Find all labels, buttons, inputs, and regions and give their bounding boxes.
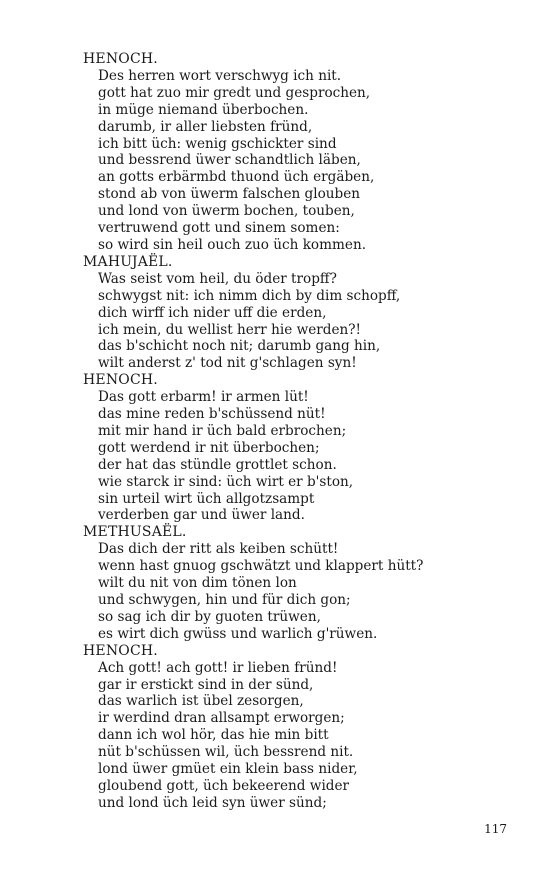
verse-line: der hat das stündle grottlet schon. — [98, 456, 337, 473]
verse-line: und lond von üwerm bochen, touben, — [98, 203, 355, 220]
verse-line: Was seist vom heil, du öder tropff? — [98, 270, 337, 287]
verse-line: und bessrend üwer schandtlich läben, — [98, 152, 361, 169]
speaker-name: HENOCH. — [83, 642, 158, 659]
verse-line: das mine reden b'schüssend nüt! — [98, 406, 326, 423]
verse-line: ich bitt üch: wenig gschickter sind — [98, 135, 337, 152]
speaker-name: MAHUJAËL. — [83, 253, 173, 270]
verse-line: lond üwer gmüet ein klein bass nider, — [98, 761, 358, 778]
verse-line: das warlich ist übel zesorgen, — [98, 693, 304, 710]
speaker-name: HENOCH. — [83, 372, 158, 389]
page-number: 117 — [484, 822, 507, 836]
verse-line: dich wirff ich nider uff die erden, — [98, 304, 327, 321]
verse-line: gar ir erstickt sind in der sünd, — [98, 676, 314, 693]
verse-line: gott hat zuo mir gredt und gesprochen, — [98, 84, 371, 101]
verse-line: in müge niemand überbochen. — [98, 101, 309, 118]
verse-line: und schwygen, hin und für dich gon; — [98, 592, 351, 608]
verse-line: Das gott erbarm! ir armen lüt! — [98, 389, 309, 406]
verse-line: so wird sin heil ouch zuo üch kommen. — [98, 236, 367, 253]
verse-line: gott werdend ir nit überbochen; — [98, 439, 320, 456]
verse-line: dann ich wol hör, das hie min bitt — [98, 727, 329, 744]
verse-line: vertruwend gott und sinem somen: — [98, 220, 340, 237]
verse-line: verderben gar und üwer land. — [98, 507, 305, 524]
speaker-name: METHUSAËL. — [83, 524, 187, 541]
verse-line: wenn hast gnuog gschwätzt und klappert hütt? — [98, 558, 424, 575]
speaker-name: HENOCH. — [83, 51, 158, 67]
verse-line: darumb, ir aller liebsten fründ, — [98, 118, 313, 135]
verse-line: das b'schicht noch nit; darumb gang hin, — [98, 338, 381, 355]
verse-line: ich mein, du wellist herr hie werden?! — [98, 321, 361, 338]
verse-line: ir werdind dran allsampt erworgen; — [98, 710, 345, 727]
verse-line: sin urteil wirt üch allgotzsampt — [98, 490, 315, 507]
verse-line: wie starck ir sind: üch wirt er b'ston, — [98, 473, 354, 490]
verse-line: wilt du nit von dim tönen lon — [98, 575, 297, 592]
verse-line: an gotts erbärmbd thuond üch ergäben, — [98, 169, 375, 186]
verse-line: stond ab von üwerm falschen glouben — [98, 186, 361, 203]
verse-line: Des herren wort verschwyg ich nit. — [98, 67, 342, 84]
play-text — [83, 51, 513, 812]
verse-line: wilt anderst z' tod nit g'schlagen syn! — [98, 355, 357, 372]
verse-line: es wirt dich gwüss und warlich g'rüwen. — [98, 625, 378, 642]
verse-line: mit mir hand ir üch bald erbrochen; — [98, 422, 347, 439]
verse-line: nüt b'schüssen wil, üch bessrend nit. — [98, 744, 354, 761]
verse-line: so sag ich dir by guoten trüwen, — [98, 608, 321, 625]
verse-line: schwygst nit: ich nimm dich by dim schopff, — [98, 287, 401, 304]
verse-line: und lond üch leid syn üwer sünd; — [98, 794, 327, 811]
verse-line: Das dich der ritt als keiben schütt! — [98, 541, 339, 558]
verse-line: gloubend gott, üch bekeerend wider — [98, 777, 350, 794]
verse-line: Ach gott! ach gott! ir lieben fründ! — [98, 659, 338, 676]
